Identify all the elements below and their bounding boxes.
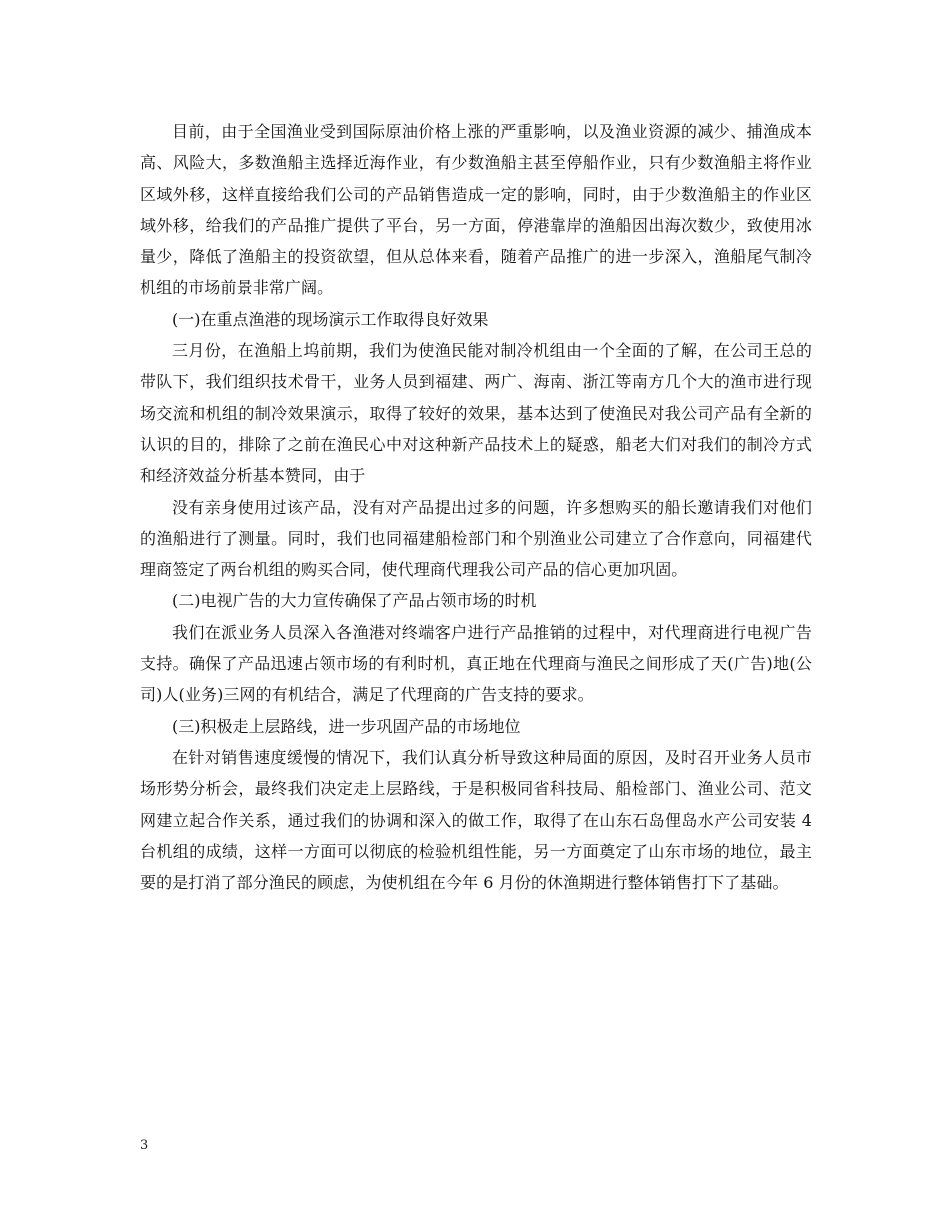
section-heading-1: (一)在重点渔港的现场演示工作取得良好效果 [172,309,489,329]
paragraph-customer-feedback: 没有亲身使用过该产品，没有对产品提出过多的问题，许多想购买的船长邀请我们对他们的渔船进行了测量。同时，我们也同福建船检部门和个别渔业公司建立了合作意向，同福建代理商签定了两台机组的购买合同，使代理商代理我公司产品的信心更加巩固。 [140,497,812,580]
paragraph-tv-advertising: 我们在派业务人员深入各渔港对终端客户进行产品推销的过程中，对代理商进行电视广告支持。确保了产品迅速占领市场的有利时机，真正地在代理商与渔民之间形成了天(广告)地(公司)人(业务)三网的有机结合，满足了代理商的广告支持的要求。 [140,622,812,705]
page-number: 3 [140,1138,149,1153]
paragraph-upper-level-route: 在针对销售速度缓慢的情况下，我们认真分析导致这种局面的原因，及时召开业务人员市场形势分析会，最终我们决定走上层路线，于是积极同省科技局、船检部门、渔业公司、范文网建立起合作关系，通过我们的协调和深入的做工作，取得了在山东石岛俚岛水产公司安装 4 台机组的成绩，这样一方面可以彻底的检验机组性能，另一方面奠定了山东市场的地位，最主要的是打消了部分渔民的顾虑，为使机组在今年 6 月份的休渔期进行整体销售打下了基础。 [140,747,812,893]
paragraph-fishing-industry-overview: 目前，由于全国渔业受到国际原油价格上涨的严重影响，以及渔业资源的减少、捕渔成本高、风险大，多数渔船主选择近海作业，有少数渔船主甚至停船作业，只有少数渔船主将作业区域外移，这样直接给我们公司的产品销售造成一定的影响，同时，由于少数渔船主的作业区域外移，给我们的产品推广提供了平台，另一方面，停港靠岸的渔船因出海次数少，致使用冰量少，降低了渔船主的投资欲望，但从总体来看，随着产品推广的进一步深入，渔船尾气制冷机组的市场前景非常广阔。 [140,122,812,298]
paragraph-on-site-demonstration: 三月份，在渔船上坞前期，我们为使渔民能对制冷机组由一个全面的了解，在公司王总的带队下，我们组织技术骨干，业务人员到福建、两广、海南、浙江等南方几个大的渔市进行现场交流和机组的制冷效果演示，取得了较好的效果，基本达到了使渔民对我公司产品有全新的认识的目的，排除了之前在渔民心中对这种新产品技术上的疑惑，船老大们对我们的制冷方式和经济效益分析基本赞同，由于 [140,341,812,486]
section-heading-3: (三)积极走上层路线，进一步巩固产品的市场地位 [172,716,521,736]
section-heading-2: (二)电视广告的大力宣传确保了产品占领市场的时机 [172,591,537,611]
document-body [140,116,812,898]
